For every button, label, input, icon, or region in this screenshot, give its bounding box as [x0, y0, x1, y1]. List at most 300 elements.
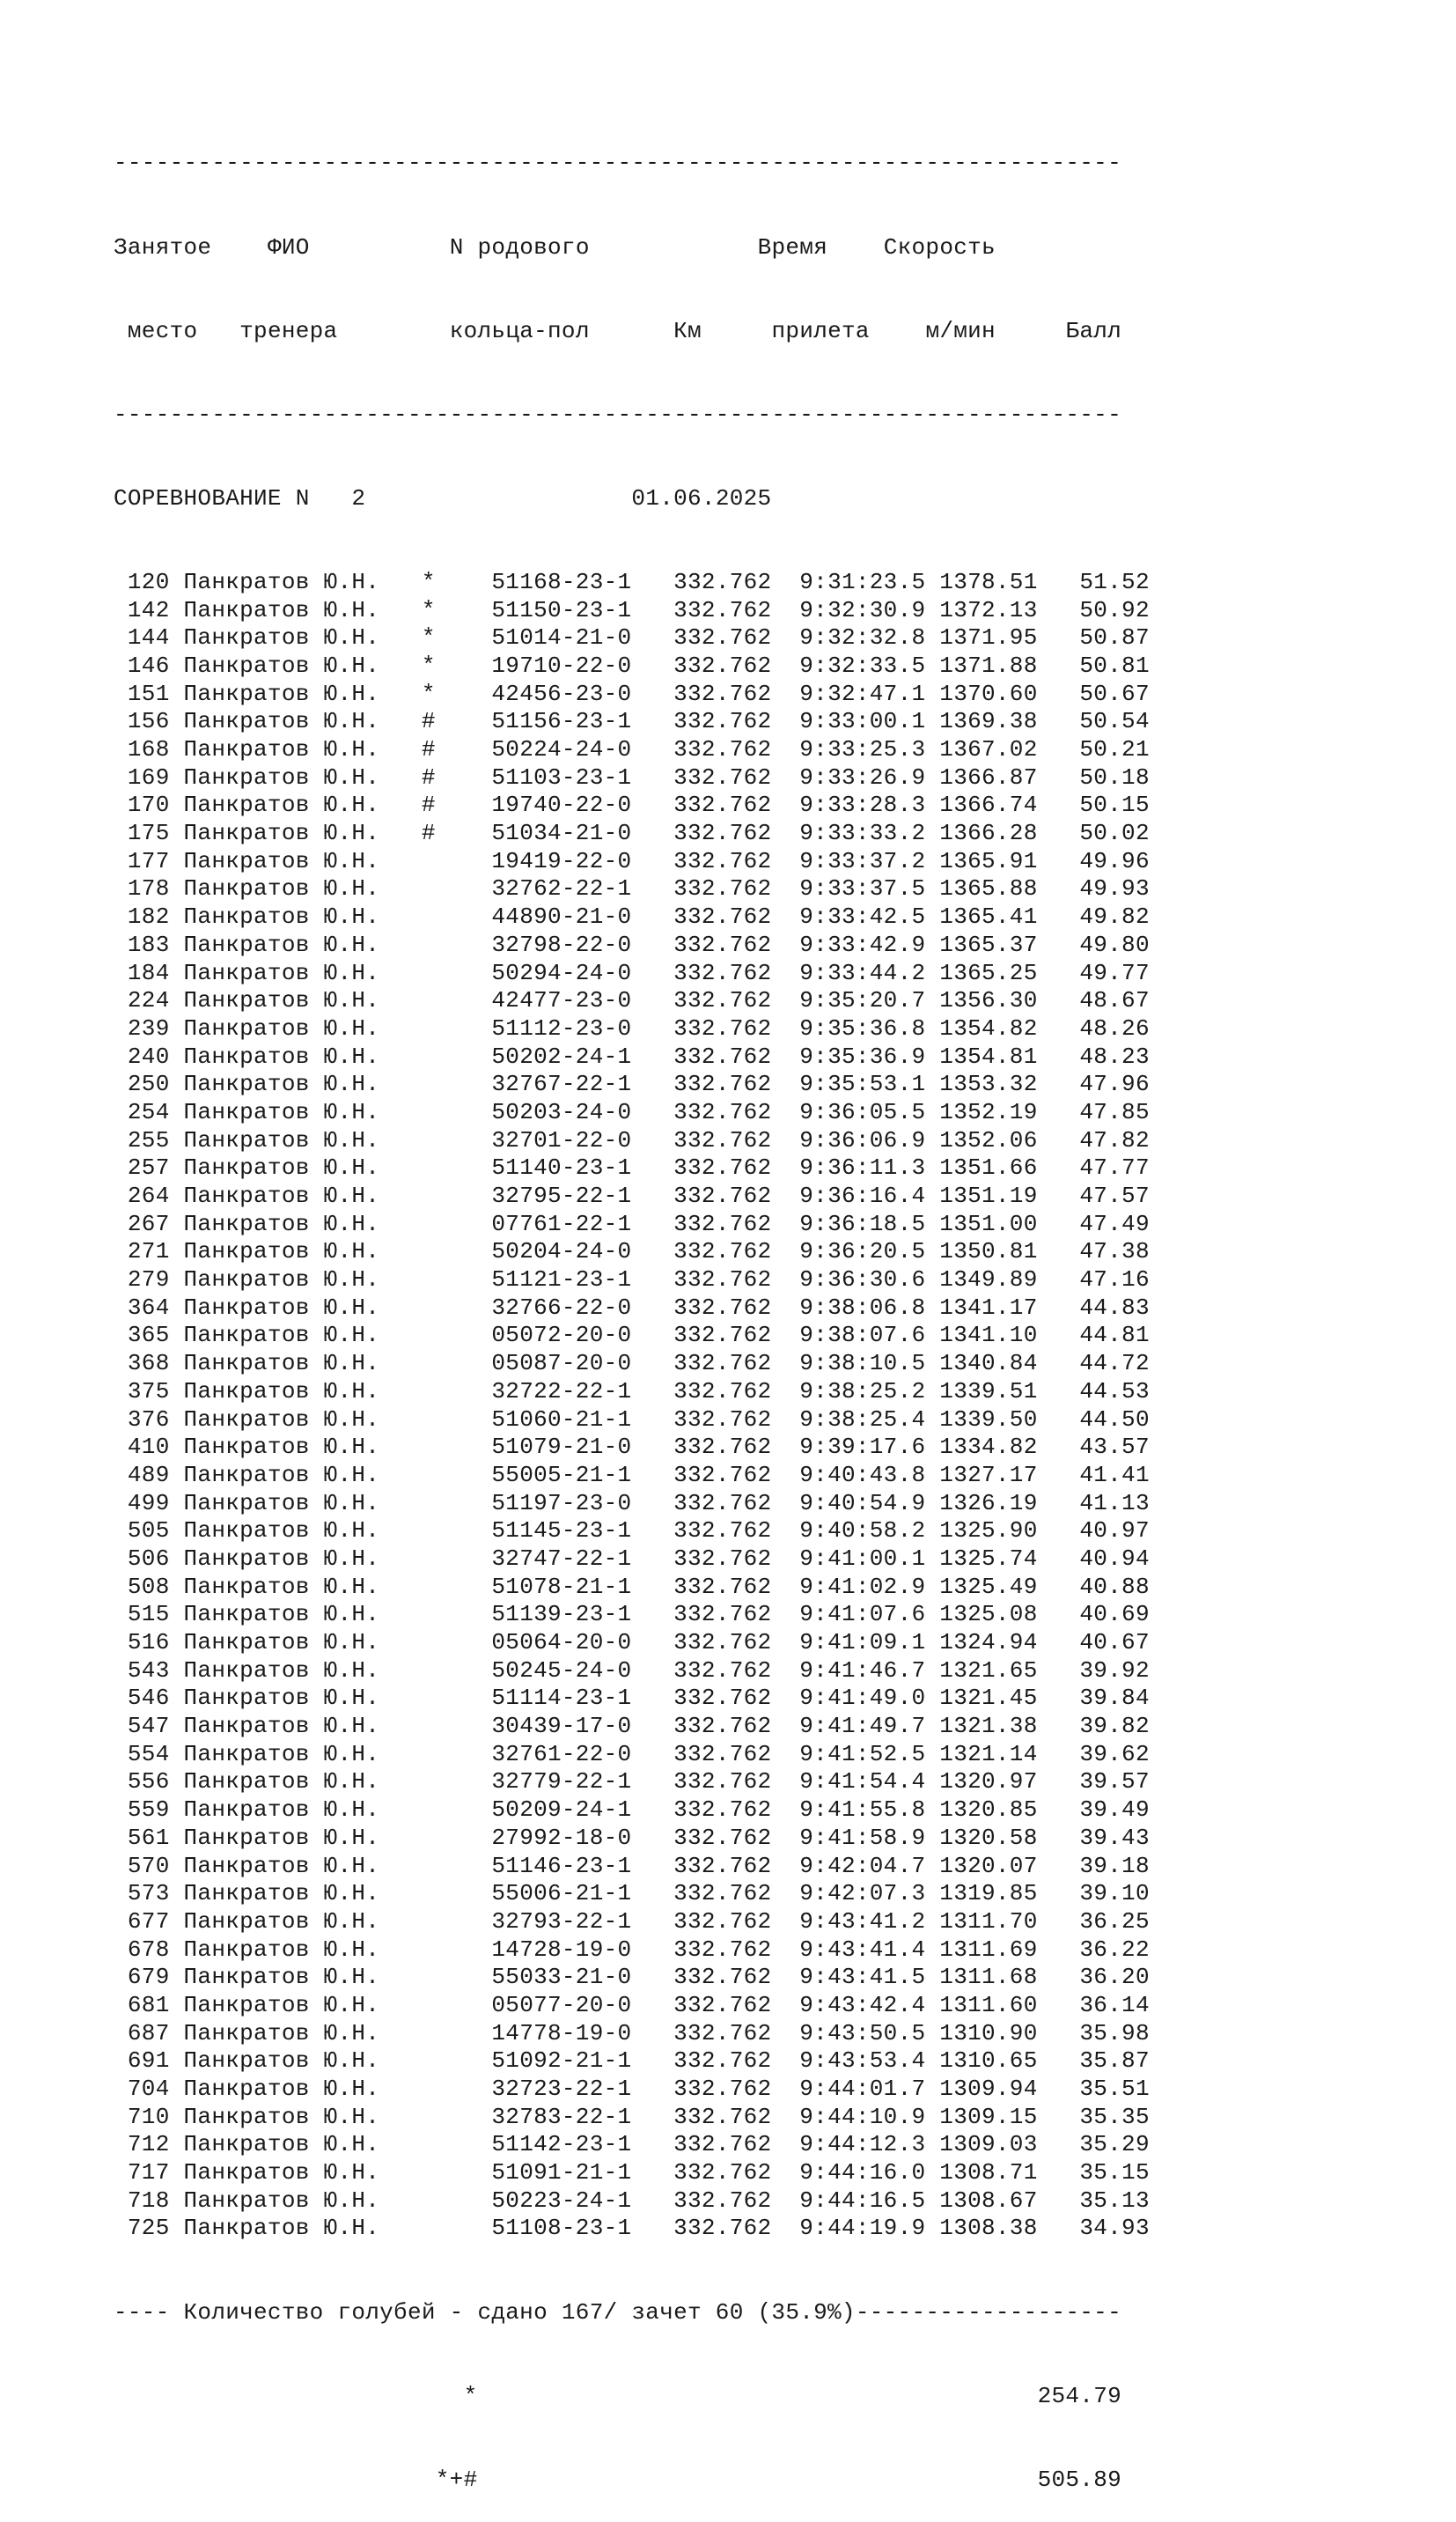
cell-ring: 50209-24-1 — [491, 1796, 632, 1824]
cell-time: 9:33:00.1 — [771, 708, 926, 735]
cell-mark — [379, 1545, 491, 1572]
table-row — [114, 1685, 1150, 1713]
cell-score: 49.93 — [1037, 875, 1150, 903]
cell-ring: 05087-20-0 — [491, 1350, 632, 1377]
cell-trainer: Панкратов Ю.Н. — [183, 2047, 380, 2075]
cell-trainer: Панкратов Ю.Н. — [183, 1322, 380, 1349]
cell-km: 332.762 — [631, 820, 772, 847]
separator-header: ------------------------------------------------------------------------ — [114, 401, 1121, 428]
cell-time: 9:41:52.5 — [771, 1740, 926, 1767]
cell-trainer: Панкратов Ю.Н. — [183, 2215, 380, 2242]
cell-trainer: Панкратов Ю.Н. — [183, 596, 380, 623]
cell-place: 687 — [114, 2019, 184, 2046]
table-row — [114, 2076, 1150, 2104]
cell-place: 368 — [114, 1350, 184, 1377]
cell-score: 40.69 — [1037, 1601, 1150, 1628]
cell-time: 9:42:07.3 — [771, 1880, 926, 1907]
cell-score: 50.54 — [1037, 708, 1150, 735]
cell-km: 332.762 — [631, 792, 772, 819]
cell-mark — [379, 1043, 491, 1070]
cell-score: 43.57 — [1037, 1434, 1150, 1461]
cell-time: 9:35:36.9 — [771, 1043, 926, 1070]
cell-time: 9:42:04.7 — [771, 1852, 926, 1879]
table-row — [114, 1964, 1150, 1992]
table-row — [114, 1741, 1150, 1769]
total-star-line — [114, 2383, 1150, 2411]
cell-speed: 1339.50 — [925, 1405, 1038, 1433]
cell-mark — [379, 1574, 491, 1600]
cell-ring: 05077-20-0 — [491, 1991, 632, 2018]
cell-score: 50.21 — [1037, 736, 1150, 763]
header-place: Занятое — [114, 233, 212, 261]
table-row — [114, 2020, 1150, 2048]
cell-speed: 1367.02 — [925, 736, 1038, 763]
cell-ring: 50245-24-0 — [491, 1656, 632, 1684]
cell-km: 332.762 — [631, 1796, 772, 1824]
cell-score: 36.22 — [1037, 1936, 1150, 1963]
cell-score: 40.67 — [1037, 1629, 1150, 1656]
table-row — [114, 1015, 1150, 1043]
cell-score: 44.50 — [1037, 1405, 1150, 1433]
cell-trainer: Панкратов Ю.Н. — [183, 1545, 380, 1572]
cell-time: 9:33:37.5 — [771, 875, 926, 903]
cell-score: 35.51 — [1037, 2076, 1150, 2102]
cell-time: 9:44:12.3 — [771, 2131, 926, 2158]
cell-speed: 1352.19 — [925, 1098, 1038, 1125]
cell-time: 9:44:19.9 — [771, 2215, 926, 2242]
cell-score: 49.80 — [1037, 931, 1150, 958]
table-row — [114, 2187, 1150, 2216]
cell-mark — [379, 2187, 491, 2214]
cell-km: 332.762 — [631, 1043, 772, 1070]
table-row — [114, 1406, 1150, 1434]
cell-ring: 32762-22-1 — [491, 875, 632, 903]
cell-speed: 1325.74 — [925, 1545, 1038, 1572]
cell-time: 9:40:58.2 — [771, 1517, 926, 1545]
cell-place: 250 — [114, 1071, 184, 1098]
cell-trainer: Панкратов Ю.Н. — [183, 1405, 380, 1433]
cell-mark: * — [379, 596, 492, 623]
cell-mark: * — [379, 652, 492, 679]
cell-trainer: Панкратов Ю.Н. — [183, 1852, 380, 1879]
cell-speed: 1353.32 — [925, 1071, 1038, 1098]
cell-place: 178 — [114, 875, 184, 903]
cell-km: 332.762 — [631, 736, 772, 763]
cell-time: 9:32:33.5 — [771, 652, 926, 679]
cell-score: 39.92 — [1037, 1656, 1150, 1684]
cell-ring: 19710-22-0 — [491, 652, 632, 679]
cell-score: 39.49 — [1037, 1796, 1150, 1824]
cell-ring: 51140-23-1 — [491, 1154, 632, 1182]
header-km: Км — [673, 317, 702, 344]
cell-km: 332.762 — [631, 2131, 772, 2158]
summary-line: ---- Количество голубей - сдано 167/ зачет 60 (35.9%)------------------- — [114, 2298, 1121, 2326]
cell-place: 516 — [114, 1629, 184, 1656]
cell-km: 332.762 — [631, 763, 772, 791]
cell-km: 332.762 — [631, 1880, 772, 1907]
cell-speed: 1310.65 — [925, 2047, 1038, 2075]
cell-mark — [379, 1350, 491, 1376]
cell-score: 39.10 — [1037, 1880, 1150, 1907]
cell-score: 40.94 — [1037, 1545, 1150, 1572]
cell-time: 9:33:37.2 — [771, 847, 926, 874]
cell-km: 332.762 — [631, 1907, 772, 1935]
header-time: Время — [757, 233, 828, 261]
cell-speed: 1327.17 — [925, 1461, 1038, 1488]
cell-speed: 1310.90 — [925, 2019, 1038, 2046]
table-row — [114, 1992, 1150, 2020]
cell-mark: # — [379, 820, 492, 847]
cell-ring: 42477-23-0 — [491, 987, 632, 1014]
cell-trainer: Панкратов Ю.Н. — [183, 1154, 380, 1182]
table-row — [114, 1490, 1150, 1518]
cell-trainer: Панкратов Ю.Н. — [183, 875, 380, 903]
cell-km: 332.762 — [631, 1350, 772, 1377]
table-row — [114, 1183, 1150, 1211]
cell-score: 35.15 — [1037, 2159, 1150, 2186]
cell-speed: 1321.45 — [925, 1685, 1038, 1712]
cell-km: 332.762 — [631, 1991, 772, 2018]
cell-place: 120 — [114, 568, 184, 595]
cell-trainer: Панкратов Ю.Н. — [183, 1991, 380, 2018]
cell-trainer: Панкратов Ю.Н. — [183, 2186, 380, 2214]
cell-km: 332.762 — [631, 1126, 772, 1154]
cell-km: 332.762 — [631, 1434, 772, 1461]
cell-mark — [379, 1880, 491, 1906]
cell-km: 332.762 — [631, 2103, 772, 2130]
table-row — [114, 1908, 1150, 1936]
cell-trainer: Панкратов Ю.Н. — [183, 1461, 380, 1488]
cell-km: 332.762 — [631, 875, 772, 903]
cell-time: 9:43:41.4 — [771, 1936, 926, 1963]
cell-speed: 1351.66 — [925, 1154, 1038, 1182]
table-row — [114, 1127, 1150, 1155]
cell-place: 677 — [114, 1907, 184, 1935]
cell-time: 9:35:20.7 — [771, 987, 926, 1014]
cell-km: 332.762 — [631, 2076, 772, 2102]
cell-time: 9:41:00.1 — [771, 1545, 926, 1572]
cell-km: 332.762 — [631, 1405, 772, 1433]
table-row — [114, 2104, 1150, 2132]
table-row — [114, 1825, 1150, 1853]
cell-time: 9:40:43.8 — [771, 1461, 926, 1488]
cell-km: 332.762 — [631, 1573, 772, 1600]
table-row — [114, 1574, 1150, 1602]
cell-mark — [379, 1266, 491, 1293]
cell-place: 573 — [114, 1880, 184, 1907]
total-star-mark: * — [463, 2382, 478, 2409]
cell-ring: 51103-23-1 — [491, 763, 632, 791]
cell-speed: 1309.15 — [925, 2103, 1038, 2130]
cell-ring: 32779-22-1 — [491, 1768, 632, 1796]
table-row — [114, 624, 1150, 653]
cell-mark — [379, 1964, 491, 1990]
cell-score: 50.67 — [1037, 680, 1150, 707]
cell-time: 9:41:07.6 — [771, 1601, 926, 1628]
cell-mark: # — [379, 708, 492, 735]
cell-trainer: Панкратов Ю.Н. — [183, 1824, 380, 1851]
cell-mark — [379, 1322, 491, 1348]
cell-speed: 1352.06 — [925, 1126, 1038, 1154]
cell-trainer: Панкратов Ю.Н. — [183, 1936, 380, 1963]
cell-mark — [379, 2215, 491, 2241]
cell-trainer: Панкратов Ю.Н. — [183, 1964, 380, 1991]
cell-score: 39.57 — [1037, 1768, 1150, 1796]
cell-place: 547 — [114, 1713, 184, 1740]
cell-trainer: Панкратов Ю.Н. — [183, 1629, 380, 1656]
cell-speed: 1334.82 — [925, 1434, 1038, 1461]
cell-mark — [379, 1071, 491, 1097]
cell-time: 9:41:02.9 — [771, 1573, 926, 1600]
cell-place: 681 — [114, 1991, 184, 2018]
cell-score: 39.62 — [1037, 1740, 1150, 1767]
cell-score: 48.23 — [1037, 1043, 1150, 1070]
cell-km: 332.762 — [631, 1183, 772, 1209]
cell-km: 332.762 — [631, 1377, 772, 1405]
cell-place: 556 — [114, 1768, 184, 1796]
cell-ring: 50203-24-0 — [491, 1098, 632, 1125]
cell-mark — [379, 1657, 491, 1684]
results-sheet — [114, 94, 1150, 2522]
cell-place: 175 — [114, 820, 184, 847]
cell-time: 9:38:07.6 — [771, 1322, 926, 1349]
cell-speed: 1354.82 — [925, 1014, 1038, 1042]
cell-speed: 1365.37 — [925, 931, 1038, 958]
cell-ring: 55006-21-1 — [491, 1880, 632, 1907]
cell-trainer: Панкратов Ю.Н. — [183, 1377, 380, 1405]
cell-mark — [379, 2020, 491, 2046]
table-row — [114, 1601, 1150, 1629]
cell-place: 561 — [114, 1824, 184, 1851]
cell-ring: 27992-18-0 — [491, 1824, 632, 1851]
cell-place: 240 — [114, 1043, 184, 1070]
cell-ring: 32766-22-0 — [491, 1294, 632, 1321]
cell-place: 142 — [114, 596, 184, 623]
cell-ring: 32783-22-1 — [491, 2103, 632, 2130]
cell-km: 332.762 — [631, 2159, 772, 2186]
cell-time: 9:44:01.7 — [771, 2076, 926, 2102]
cell-ring: 51142-23-1 — [491, 2131, 632, 2158]
table-row — [114, 1043, 1150, 1072]
cell-km: 332.762 — [631, 1238, 772, 1265]
cell-speed: 1371.95 — [925, 624, 1038, 652]
cell-trainer: Панкратов Ю.Н. — [183, 1238, 380, 1265]
table-row — [114, 1713, 1150, 1741]
cell-speed: 1349.89 — [925, 1266, 1038, 1294]
cell-trainer: Панкратов Ю.Н. — [183, 1740, 380, 1767]
table-row — [114, 932, 1150, 960]
cell-time: 9:41:55.8 — [771, 1796, 926, 1824]
cell-score: 49.82 — [1037, 903, 1150, 931]
cell-score: 50.18 — [1037, 763, 1150, 791]
cell-km: 332.762 — [631, 1713, 772, 1740]
cell-place: 678 — [114, 1936, 184, 1963]
cell-km: 332.762 — [631, 1545, 772, 1572]
cell-speed: 1350.81 — [925, 1238, 1038, 1265]
cell-mark — [379, 2131, 491, 2157]
table-row — [114, 1211, 1150, 1239]
header-speed-2: м/мин — [925, 317, 996, 344]
cell-place: 182 — [114, 903, 184, 931]
cell-km: 332.762 — [631, 1517, 772, 1545]
cell-time: 9:36:20.5 — [771, 1238, 926, 1265]
cell-score: 47.85 — [1037, 1098, 1150, 1125]
cell-place: 679 — [114, 1964, 184, 1991]
header-ring-2: кольца-пол — [449, 317, 590, 344]
cell-km: 332.762 — [631, 1322, 772, 1349]
cell-speed: 1321.38 — [925, 1713, 1038, 1740]
cell-mark — [379, 1015, 491, 1042]
cell-time: 9:41:09.1 — [771, 1629, 926, 1656]
header-time-2: прилета — [771, 317, 870, 344]
cell-trainer: Панкратов Ю.Н. — [183, 931, 380, 958]
table-row — [114, 1936, 1150, 1965]
cell-trainer: Панкратов Ю.Н. — [183, 2159, 380, 2186]
cell-score: 44.53 — [1037, 1377, 1150, 1405]
cell-ring: 51121-23-1 — [491, 1266, 632, 1294]
cell-score: 35.29 — [1037, 2131, 1150, 2158]
cell-speed: 1351.00 — [925, 1210, 1038, 1237]
cell-score: 48.26 — [1037, 1014, 1150, 1042]
table-row — [114, 848, 1150, 876]
cell-place: 365 — [114, 1322, 184, 1349]
cell-place: 271 — [114, 1238, 184, 1265]
cell-score: 39.84 — [1037, 1685, 1150, 1712]
cell-speed: 1325.08 — [925, 1601, 1038, 1628]
cell-ring: 19419-22-0 — [491, 847, 632, 874]
table-row — [114, 903, 1150, 932]
cell-time: 9:36:11.3 — [771, 1154, 926, 1182]
cell-km: 332.762 — [631, 680, 772, 707]
cell-place: 239 — [114, 1014, 184, 1042]
table-row — [114, 1462, 1150, 1490]
cell-speed: 1308.67 — [925, 2186, 1038, 2214]
cell-place: 543 — [114, 1656, 184, 1684]
cell-place: 257 — [114, 1154, 184, 1182]
cell-trainer: Панкратов Ю.Н. — [183, 959, 380, 986]
cell-score: 41.13 — [1037, 1489, 1150, 1516]
cell-trainer: Панкратов Ю.Н. — [183, 1907, 380, 1935]
cell-trainer: Панкратов Ю.Н. — [183, 1713, 380, 1740]
table-row — [114, 1434, 1150, 1462]
table-row — [114, 1880, 1150, 1908]
cell-time: 9:36:16.4 — [771, 1183, 926, 1209]
cell-speed: 1366.28 — [925, 820, 1038, 847]
cell-km: 332.762 — [631, 708, 772, 735]
cell-speed: 1371.88 — [925, 652, 1038, 679]
cell-time: 9:32:47.1 — [771, 680, 926, 707]
cell-ring: 32723-22-1 — [491, 2076, 632, 2102]
separator-top: ------------------------------------------------------------------------ — [114, 150, 1121, 177]
cell-ring: 14778-19-0 — [491, 2019, 632, 2046]
cell-place: 177 — [114, 847, 184, 874]
cell-score: 47.38 — [1037, 1238, 1150, 1265]
cell-km: 332.762 — [631, 1740, 772, 1767]
cell-place: 375 — [114, 1377, 184, 1405]
cell-time: 9:35:36.8 — [771, 1014, 926, 1042]
table-row — [114, 1378, 1150, 1406]
cell-mark — [379, 1127, 491, 1154]
cell-ring: 50294-24-0 — [491, 959, 632, 986]
cell-trainer: Панкратов Ю.Н. — [183, 708, 380, 735]
table-row — [114, 875, 1150, 903]
cell-ring: 19740-22-0 — [491, 792, 632, 819]
cell-ring: 32701-22-0 — [491, 1126, 632, 1154]
header-place-2: место — [127, 317, 198, 344]
cell-ring: 07761-22-1 — [491, 1210, 632, 1237]
cell-score: 47.49 — [1037, 1210, 1150, 1237]
competition-line — [114, 485, 1150, 513]
cell-mark — [379, 2047, 491, 2074]
table-row — [114, 1545, 1150, 1574]
cell-mark: * — [379, 624, 492, 652]
cell-ring: 51168-23-1 — [491, 568, 632, 595]
cell-time: 9:43:41.2 — [771, 1907, 926, 1935]
cell-score: 49.96 — [1037, 847, 1150, 874]
table-row — [114, 597, 1150, 625]
cell-trainer: Панкратов Ю.Н. — [183, 1126, 380, 1154]
cell-speed: 1326.19 — [925, 1489, 1038, 1516]
table-row — [114, 1266, 1150, 1294]
cell-km: 332.762 — [631, 1629, 772, 1656]
cell-time: 9:40:54.9 — [771, 1489, 926, 1516]
cell-mark — [379, 1908, 491, 1935]
cell-speed: 1340.84 — [925, 1350, 1038, 1377]
total-star-value: 254.79 — [1037, 2382, 1122, 2409]
cell-speed: 1365.25 — [925, 959, 1038, 986]
cell-time: 9:44:10.9 — [771, 2103, 926, 2130]
cell-km: 332.762 — [631, 1656, 772, 1684]
table-row — [114, 736, 1150, 764]
cell-place: 376 — [114, 1405, 184, 1433]
cell-speed: 1354.81 — [925, 1043, 1038, 1070]
cell-place: 515 — [114, 1601, 184, 1628]
cell-km: 332.762 — [631, 1601, 772, 1628]
cell-score: 36.14 — [1037, 1991, 1150, 2018]
cell-mark — [379, 2076, 491, 2102]
cell-ring: 55033-21-0 — [491, 1964, 632, 1991]
cell-mark — [379, 1406, 491, 1433]
cell-speed: 1320.85 — [925, 1796, 1038, 1824]
summary-text: Количество голубей - сдано 167/ зачет 60 (35.9%) — [183, 2298, 856, 2326]
cell-ring: 32722-22-1 — [491, 1377, 632, 1405]
cell-time: 9:33:44.2 — [771, 959, 926, 986]
cell-time: 9:41:49.7 — [771, 1713, 926, 1740]
cell-place: 704 — [114, 2076, 184, 2102]
cell-time: 9:36:18.5 — [771, 1210, 926, 1237]
cell-score: 44.81 — [1037, 1322, 1150, 1349]
cell-mark — [379, 1490, 491, 1516]
cell-place: 717 — [114, 2159, 184, 2186]
cell-score: 50.15 — [1037, 792, 1150, 819]
table-row — [114, 1350, 1150, 1378]
cell-time: 9:43:50.5 — [771, 2019, 926, 2046]
cell-place: 156 — [114, 708, 184, 735]
table-row — [114, 820, 1150, 848]
cell-place: 267 — [114, 1210, 184, 1237]
cell-speed: 1378.51 — [925, 568, 1038, 595]
cell-km: 332.762 — [631, 596, 772, 623]
cell-speed: 1311.60 — [925, 1991, 1038, 2018]
cell-ring: 51091-21-1 — [491, 2159, 632, 2186]
cell-trainer: Панкратов Ю.Н. — [183, 763, 380, 791]
table-row — [114, 2131, 1150, 2159]
cell-trainer: Панкратов Ю.Н. — [183, 820, 380, 847]
cell-km: 332.762 — [631, 2047, 772, 2075]
header-row-1 — [114, 234, 1150, 262]
cell-ring: 51078-21-1 — [491, 1573, 632, 1600]
cell-mark — [379, 1462, 491, 1488]
